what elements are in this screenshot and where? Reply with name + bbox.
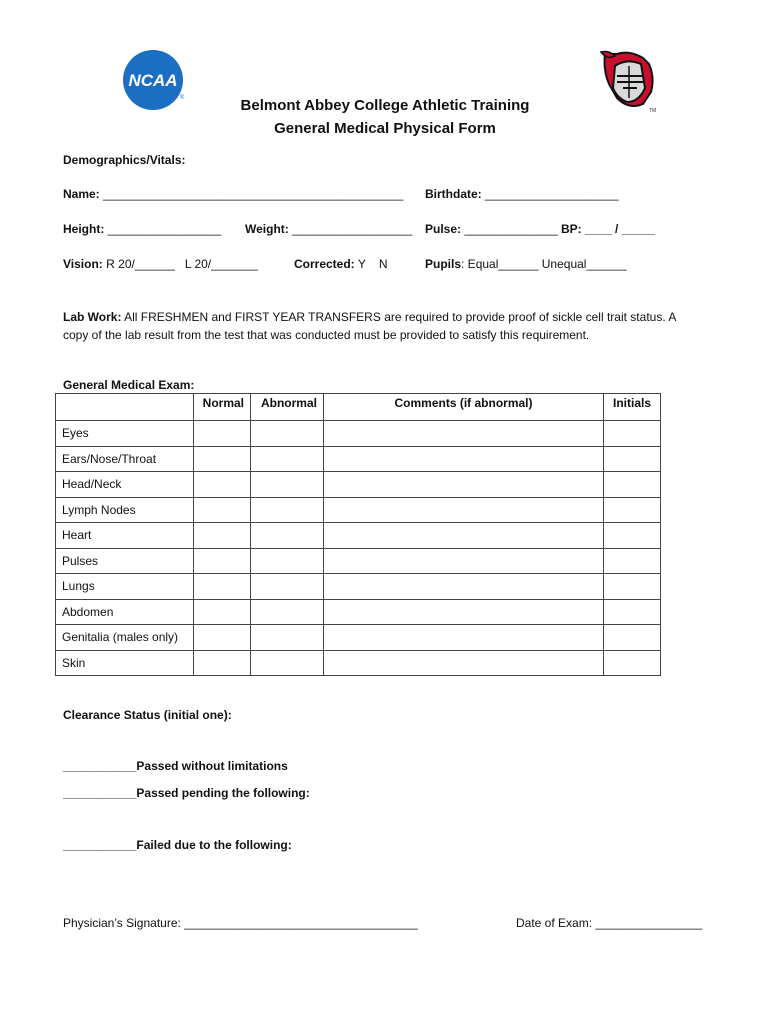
exam-initials-cell[interactable] (604, 497, 661, 523)
exam-initials-cell[interactable] (604, 599, 661, 625)
exam-row-label: Genitalia (males only) (56, 625, 194, 651)
exam-header-initials: Initials (604, 394, 661, 421)
exam-comments-cell[interactable] (324, 497, 604, 523)
exam-row-label: Head/Neck (56, 472, 194, 498)
ncaa-logo-text: NCAA (128, 71, 178, 90)
exam-row (56, 446, 661, 472)
height-field[interactable] (63, 222, 221, 236)
vision-field[interactable] (63, 257, 258, 271)
exam-comments-cell[interactable] (324, 421, 604, 447)
exam-header-row (56, 394, 661, 421)
exam-row (56, 599, 661, 625)
exam-comments-cell[interactable] (324, 472, 604, 498)
pulse-line: ______________ (464, 222, 558, 236)
pulse-field[interactable] (425, 222, 558, 236)
physician-signature-field[interactable] (63, 916, 418, 930)
lab-work-text: All FRESHMEN and FIRST YEAR TRANSFERS are required to provide proof of sickle cell trait status. A copy of the lab result from the test that was conducted must be provided to satisfy this requirement. (63, 310, 676, 342)
exam-abnormal-cell[interactable] (251, 599, 324, 625)
exam-normal-cell[interactable] (194, 523, 251, 549)
exam-abnormal-cell[interactable] (251, 497, 324, 523)
exam-initials-cell[interactable] (604, 574, 661, 600)
bp-field[interactable] (561, 222, 655, 236)
exam-date-field[interactable] (516, 916, 702, 930)
birthdate-line: ____________________ (485, 187, 619, 201)
exam-row-label: Heart (56, 523, 194, 549)
clearance-blank: ___________ (63, 838, 137, 852)
exam-comments-cell[interactable] (324, 548, 604, 574)
signature-label: Physician’s Signature: (63, 916, 181, 930)
name-field[interactable] (63, 187, 403, 201)
birthdate-label: Birthdate: (425, 187, 482, 201)
exam-initials-cell[interactable] (604, 650, 661, 676)
name-label: Name: (63, 187, 100, 201)
exam-normal-cell[interactable] (194, 599, 251, 625)
exam-header-abnormal: Abnormal (251, 394, 324, 421)
exam-row-label: Pulses (56, 548, 194, 574)
exam-abnormal-cell[interactable] (251, 650, 324, 676)
clearance-option-label: Passed pending the following: (136, 786, 310, 800)
exam-normal-cell[interactable] (194, 472, 251, 498)
exam-comments-cell[interactable] (324, 574, 604, 600)
date-label: Date of Exam: (516, 916, 593, 930)
exam-normal-cell[interactable] (194, 625, 251, 651)
exam-normal-cell[interactable] (194, 421, 251, 447)
exam-abnormal-cell[interactable] (251, 446, 324, 472)
pulse-label: Pulse: (425, 222, 462, 236)
exam-header-blank (56, 394, 194, 421)
lab-work-paragraph (63, 308, 703, 344)
exam-initials-cell[interactable] (604, 472, 661, 498)
exam-normal-cell[interactable] (194, 497, 251, 523)
exam-row (56, 421, 661, 447)
demographics-heading: Demographics/Vitals: (63, 153, 186, 167)
exam-header-comments: Comments (if abnormal) (324, 394, 604, 421)
lab-work-label: Lab Work: (63, 310, 122, 324)
corrected-field[interactable] (294, 257, 388, 271)
exam-row (56, 523, 661, 549)
exam-row-label: Lungs (56, 574, 194, 600)
bp-label: BP: (561, 222, 582, 236)
exam-row (56, 548, 661, 574)
pupils-options: : Equal______ Unequal______ (461, 257, 627, 271)
corrected-label: Corrected: (294, 257, 355, 271)
clearance-option-label: Passed without limitations (136, 759, 288, 773)
exam-row-label: Skin (56, 650, 194, 676)
height-label: Height: (63, 222, 105, 236)
exam-row (56, 650, 661, 676)
exam-comments-cell[interactable] (324, 625, 604, 651)
vision-label: Vision: (63, 257, 103, 271)
exam-comments-cell[interactable] (324, 523, 604, 549)
bp-line: ____ / _____ (585, 222, 656, 236)
clearance-blank: ___________ (63, 759, 137, 773)
exam-abnormal-cell[interactable] (251, 574, 324, 600)
exam-comments-cell[interactable] (324, 599, 604, 625)
exam-table (55, 393, 661, 676)
date-line: ________________ (595, 916, 703, 930)
clearance-option-label: Failed due to the following: (136, 838, 292, 852)
clearance-heading: Clearance Status (initial one): (63, 708, 232, 722)
exam-heading: General Medical Exam: (63, 378, 195, 392)
knight-trademark: TM (649, 108, 657, 114)
clearance-option-passed[interactable] (63, 759, 288, 773)
exam-normal-cell[interactable] (194, 548, 251, 574)
exam-row-label: Lymph Nodes (56, 497, 194, 523)
birthdate-field[interactable] (425, 187, 619, 201)
exam-comments-cell[interactable] (324, 650, 604, 676)
height-line: _________________ (107, 222, 222, 236)
clearance-option-pending[interactable] (63, 786, 310, 800)
exam-header-normal: Normal (194, 394, 251, 421)
exam-row (56, 625, 661, 651)
signature-line: ___________________________________ (184, 916, 418, 930)
exam-initials-cell[interactable] (604, 421, 661, 447)
exam-initials-cell[interactable] (604, 548, 661, 574)
weight-line: __________________ (292, 222, 413, 236)
form-title-line2: General Medical Physical Form (274, 120, 496, 137)
exam-row-label: Ears/Nose/Throat (56, 446, 194, 472)
exam-abnormal-cell[interactable] (251, 421, 324, 447)
form-title-line1: Belmont Abbey College Athletic Training (240, 97, 530, 114)
exam-row (56, 497, 661, 523)
exam-initials-cell[interactable] (604, 446, 661, 472)
ncaa-trademark: ® (180, 95, 184, 101)
pupils-field[interactable] (425, 257, 627, 271)
exam-initials-cell[interactable] (604, 523, 661, 549)
clearance-option-failed[interactable] (63, 838, 292, 852)
exam-comments-cell[interactable] (324, 446, 604, 472)
exam-abnormal-cell[interactable] (251, 523, 324, 549)
weight-label: Weight: (245, 222, 289, 236)
clearance-blank: ___________ (63, 786, 137, 800)
exam-abnormal-cell[interactable] (251, 548, 324, 574)
exam-row-label: Abdomen (56, 599, 194, 625)
exam-abnormal-cell[interactable] (251, 625, 324, 651)
exam-row (56, 574, 661, 600)
corrected-options: Y N (357, 257, 388, 271)
exam-normal-cell[interactable] (194, 574, 251, 600)
weight-field[interactable] (245, 222, 412, 236)
exam-row (56, 472, 661, 498)
exam-row-label: Eyes (56, 421, 194, 447)
name-line: _____________________________________________ (103, 187, 404, 201)
exam-normal-cell[interactable] (194, 446, 251, 472)
exam-abnormal-cell[interactable] (251, 472, 324, 498)
pupils-label: Pupils (425, 257, 462, 271)
vision-left-eye: L 20/_______ (184, 257, 258, 271)
vision-right-eye: R 20/______ (106, 257, 175, 271)
exam-initials-cell[interactable] (604, 625, 661, 651)
exam-normal-cell[interactable] (194, 650, 251, 676)
